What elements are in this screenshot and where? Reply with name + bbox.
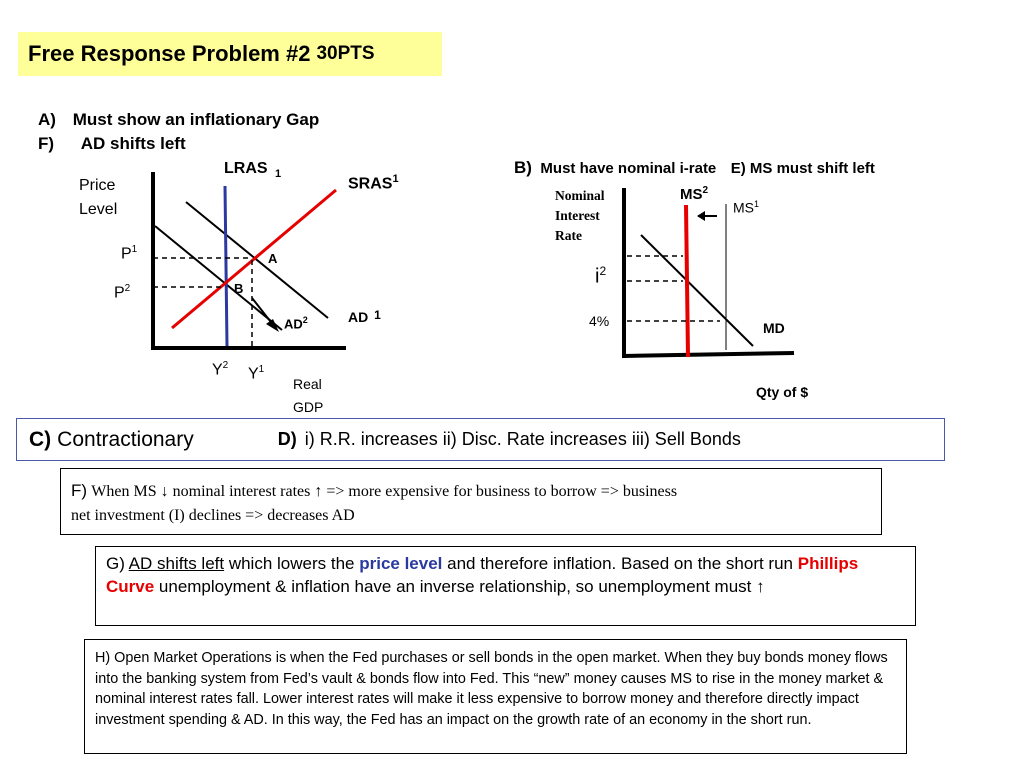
- nominal-interest-line1: Nominal: [555, 188, 605, 203]
- d-text: i) R.R. increases ii) Disc. Rate increases iii) Sell Bonds: [304, 429, 741, 449]
- part-f-letter: F): [38, 134, 55, 153]
- part-e-text: E) MS must shift left: [730, 160, 875, 177]
- p1-label-sup: 1: [131, 244, 138, 255]
- real-gdp-label: [293, 373, 323, 419]
- c-letter: C): [29, 427, 52, 451]
- lras-line: [225, 186, 227, 346]
- sras-label: [348, 173, 399, 193]
- box-f-line1: [71, 479, 871, 504]
- box-g-prefix: G): [106, 554, 129, 573]
- md-label: MD: [763, 320, 785, 336]
- y2-label-text: Y: [212, 361, 223, 379]
- ad2-label-sup: 2: [302, 315, 308, 325]
- price-level-label-line1: Price: [79, 177, 116, 194]
- ms2-line: [686, 205, 688, 357]
- ms1-label-text: MS: [733, 199, 754, 216]
- lras-label-sub: 1: [275, 168, 282, 181]
- qty-money-label: Qty of $: [756, 384, 809, 400]
- y1-label: [248, 364, 264, 383]
- box-g-text1: which lowers the: [224, 554, 360, 573]
- ad1-label-num: 1: [374, 308, 381, 322]
- nominal-interest-line2: Interest: [555, 208, 600, 223]
- sras-label-text: SRAS: [348, 175, 393, 193]
- box-g-phillips-curve: Phillips Curve: [106, 554, 859, 596]
- y2-label-sup: 2: [222, 360, 229, 371]
- part-b-text: Must have nominal i-rate: [540, 160, 717, 177]
- part-a-letter: A): [38, 110, 56, 129]
- box-f-line2: net investment (I) declines => decreases AD: [71, 507, 355, 524]
- part-a-text: Must show an inflationary Gap: [72, 110, 320, 129]
- ms2-label-sup: 2: [702, 185, 709, 196]
- p1-label: [121, 244, 137, 263]
- point-a-label: A: [268, 251, 278, 266]
- c-text: Contractionary: [57, 427, 194, 451]
- y1-label-text: Y: [248, 365, 259, 383]
- p2-label-text: P: [114, 284, 125, 302]
- box-f-line1-text: When MS ↓ nominal interest rates ↑ => more expensive for business to borrow => business: [91, 483, 678, 500]
- nominal-interest-label: [555, 186, 605, 246]
- p2-label: [114, 283, 130, 302]
- md-curve: [641, 235, 753, 346]
- ms2-label-text: MS: [680, 186, 703, 203]
- box-g-price-level: price level: [359, 554, 443, 573]
- lras-label-text: LRAS: [224, 160, 268, 177]
- box-h: [84, 639, 907, 754]
- ad1-label: [348, 309, 381, 325]
- i2-label-sup: 2: [599, 264, 607, 278]
- ms1-label-sup: 1: [754, 199, 760, 209]
- p1-label-text: P: [121, 245, 132, 263]
- p2-label-sup: 2: [124, 283, 131, 294]
- ad2-curve: [155, 226, 282, 330]
- y1-label-sup: 1: [258, 364, 265, 375]
- price-level-label-line2: Level: [79, 201, 118, 218]
- box-g-text3: unemployment & inflation have an inverse relationship, so unemployment must ↑: [154, 577, 765, 596]
- mm-x-axis: [623, 353, 794, 356]
- lras-label: [224, 160, 281, 180]
- real-gdp-label-line2: GDP: [293, 399, 324, 415]
- box-f: [60, 468, 882, 535]
- box-c-d: [16, 418, 945, 461]
- ad2-label: [284, 315, 308, 331]
- ms2-label: [680, 185, 708, 203]
- rate-label: 4%: [589, 313, 610, 329]
- title-main: Free Response Problem #2: [28, 41, 311, 66]
- title-points: 30PTS: [316, 43, 375, 64]
- ad2-label-text: AD: [284, 316, 303, 332]
- i2-label-text: i: [595, 265, 600, 288]
- nominal-interest-line3: Rate: [555, 228, 582, 243]
- point-b-label: B: [234, 281, 244, 296]
- box-g: [95, 546, 916, 626]
- ms-shift-arrowhead: [697, 211, 705, 221]
- y2-label: [212, 360, 228, 379]
- ad1-label-text: AD: [348, 309, 369, 325]
- ms1-label: [733, 199, 759, 216]
- box-g-text2: and therefore inflation. Based on the short run: [442, 554, 798, 573]
- real-gdp-label-line1: Real: [293, 376, 322, 392]
- sras-label-sup: 1: [392, 173, 399, 185]
- box-h-text: H) Open Market Operations is when the Fed purchases or sell bonds in the open market. When they buy bonds money flows into the banking system from Fed’s vault & bonds flow into Fed. This “new” money causes MS to rise in the money market & nominal interest rates fall. Lower interest rates will make it less expensive to borrow money and therefore directly impact investment spending & AD. In this way, the Fed has an impact on the growth rate of an economy in the short run.: [95, 650, 888, 728]
- part-f-text: AD shifts left: [80, 134, 186, 153]
- i2-label: [595, 264, 606, 289]
- part-b-letter: B): [514, 158, 532, 177]
- box-f-letter: F): [71, 481, 88, 500]
- d-letter: D): [277, 429, 297, 449]
- ad1-curve: [186, 202, 328, 318]
- box-g-ad-shifts-left: AD shifts left: [128, 554, 225, 573]
- price-level-label: [79, 174, 117, 222]
